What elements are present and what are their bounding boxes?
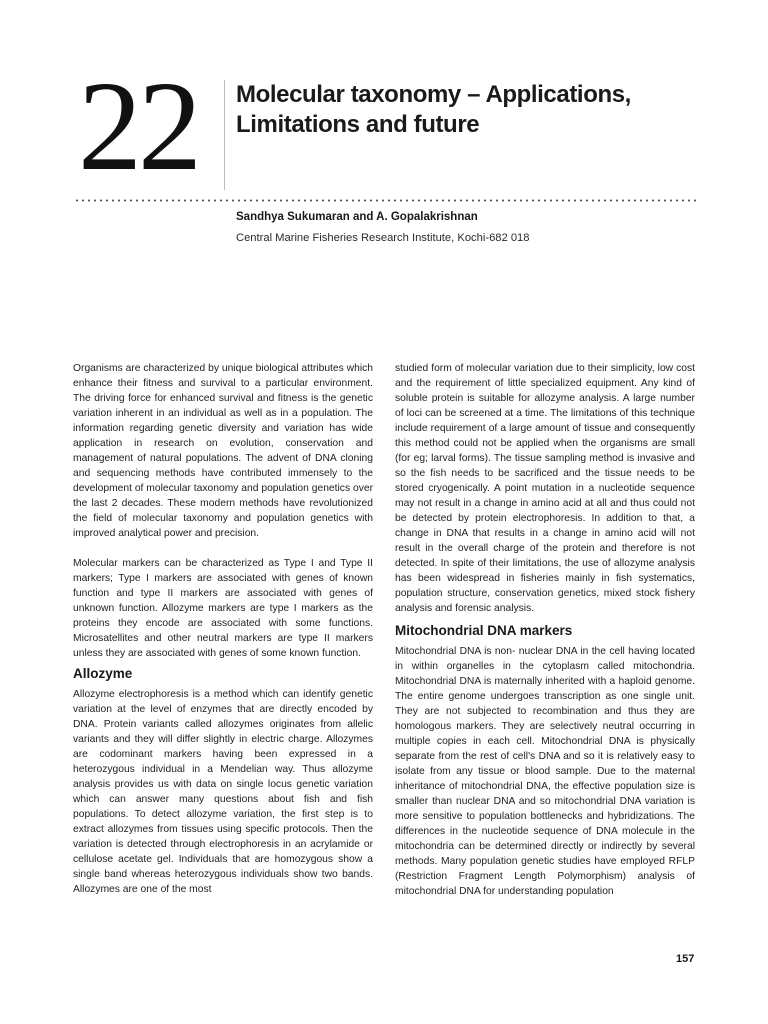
- chapter-title-line-1: Molecular taxonomy – Applications,: [236, 81, 631, 108]
- authors: Sandhya Sukumaran and A. Gopalakrishnan: [236, 211, 478, 223]
- allozyme-heading: Allozyme: [73, 666, 133, 681]
- chapter-number: 22: [78, 55, 198, 197]
- affiliation: Central Marine Fisheries Research Institute, Kochi-682 018: [236, 232, 530, 244]
- right-column: [395, 361, 695, 899]
- header-divider: [224, 80, 225, 190]
- left-column: [73, 361, 373, 897]
- mitochondrial-dna-paragraph: Mitochondrial DNA is non- nuclear DNA in the cell having located in within organelles in the cytoplasm called mitochondria. Mitochondrial DNA is maternally inherited with a haploid genome. The entire genome undergoes transcription as one single unit. They are not subjected to recombination and thus they are homologous markers. They are selectively neutral occurring in multiple copies in each cell. Mitochondrial DNA is physically separate from the rest of cell's DNA and so it is relatively easy to isolate from any tissue or blood sample. Due to the maternal inheritance of mitochondrial DNA, the effective population size is smaller than nuclear DNA and so mitochondrial DNA variation is more sensitive to population bottlenecks and hybridizations. The differences in the nucleotide sequence of DNA molecule in the mitochondria can be determined directly or indirectly by several methods. Many population genetic studies have employed RFLP (Restriction Fragment Length Polymorphism) analysis of mitochondrial DNA for understanding population: [395, 646, 695, 897]
- intro-paragraph-1: Organisms are characterized by unique biological attributes which enhance their fitness and survival to a particular environment. The driving force for enhanced survival and fitness is the genetic variation inherent in an individual as well as in a population. The information regarding genetic diversity and variation has wide application in research on evolution, conservation and management of natural populations. The advent of DNA cloning and sequencing methods have contributed immensely to the development of molecular taxonomy and population genetics over the last 2 decades. These modern methods have revolutionized the field of molecular taxonomy and population genetics with improved analytical power and precision.: [73, 363, 373, 539]
- page-number: 157: [676, 953, 695, 965]
- allozyme-continued-paragraph: studied form of molecular variation due to their simplicity, low cost and the requirement of little specialized equipment. Any kind of soluble protein is suitable for allozyme analysis. A large number of loci can be screened at a time. The limitations of this technique include requirement of a large amount of tissue and consequently this method could not be applied when the organisms are small (for eg; larval forms). The tissue sampling method is invasive and so the fish needs to be sacrificed and the tissue needs to be stored cryogenically. A point mutation in a nucleotide sequence may not result in a change in amino acid at all and thus could not be detected by protein electrophoresis. In addition to that, a change in DNA that results in a change in amino acid will not result in the overall charge of the protein and therefore is not detected. In spite of their limitations, the use of allozyme analysis has been widespread in fisheries mainly in fish systematics, population structure, conservation genetics, mixed stock fishery analysis and forensic analysis.: [395, 363, 695, 614]
- mitochondrial-dna-heading: Mitochondrial DNA markers: [395, 623, 573, 638]
- allozyme-paragraph: Allozyme electrophoresis is a method which can identify genetic variation at the level of enzymes that are directly encoded by DNA. Protein variants called allozymes originates from allelic variants and they will differ slightly in electric charge. Allozymes are codominant markers having been expressed in a heterozygous individual in a Mendelian way. Thus allozyme analysis provides us with data on single locus genetic variation which can answer many questions about fish and fish populations. To detect allozyme variation, the first step is to extract allozymes from tissues using specific protocols. Then the variation is detected through electrophoresis in an acrylamide or cellulose acetate gel. Individuals that are homozygous show a single band whereas heterozygous individuals show two bands. Allozymes are one of the most: [73, 689, 373, 895]
- intro-paragraph-2: Molecular markers can be characterized as Type I and Type II markers; Type I markers are associated with genes of known function and type II markers are associated with genes of unknown function. Allozyme markers are type I markers as the proteins they encode are associated with some functions. Microsatellites and other neutral markers are type II markers unless they are associated with genes of some known function.: [73, 558, 373, 659]
- chapter-title: [236, 80, 716, 140]
- dotted-separator: [74, 199, 696, 202]
- chapter-title-line-2: Limitations and future: [236, 111, 480, 138]
